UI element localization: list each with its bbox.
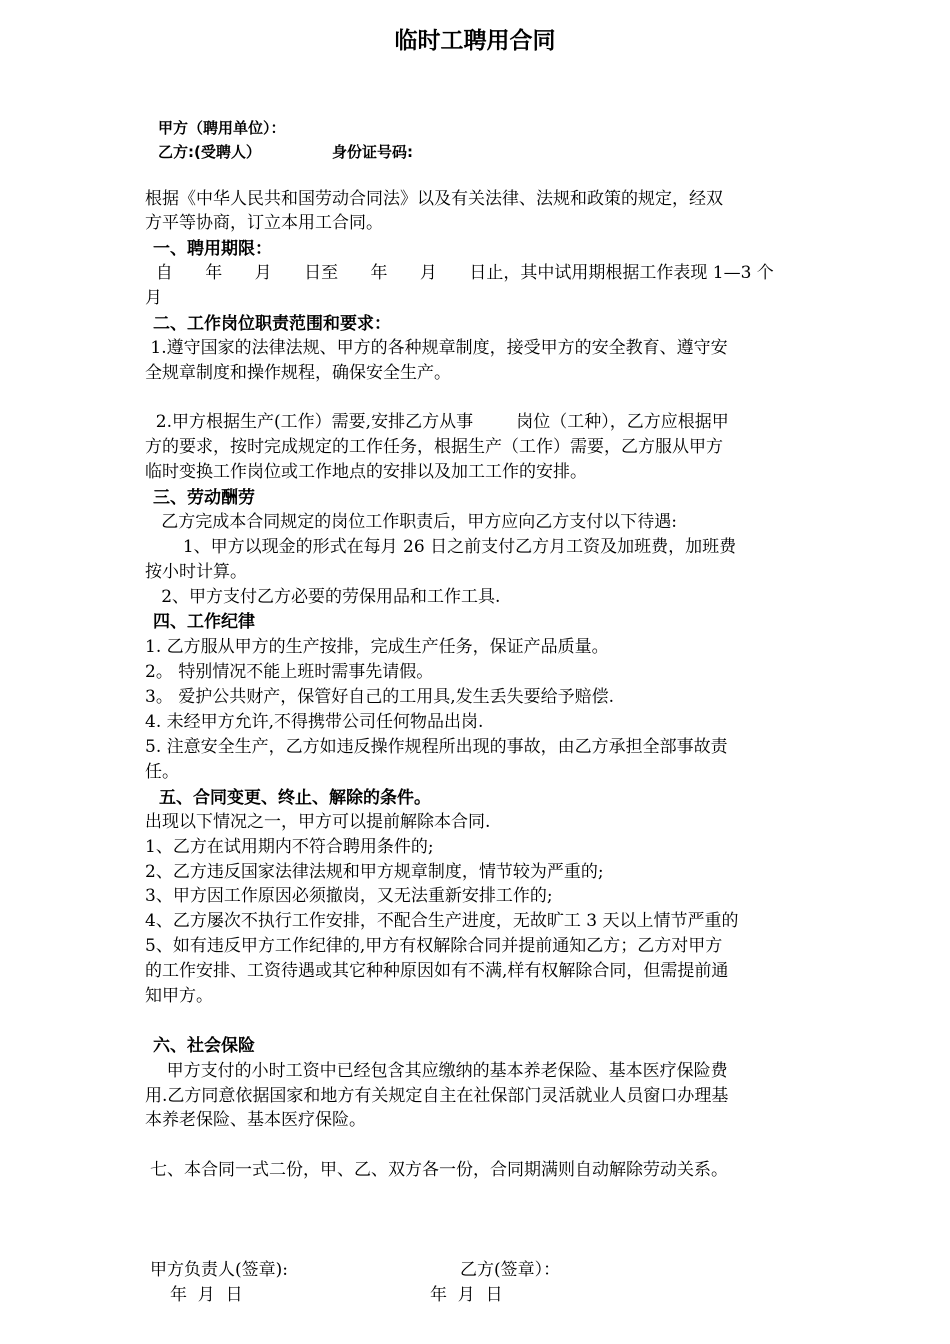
section-5-line: 知甲方。 <box>145 986 213 1006</box>
party-a-label: 甲方（聘用单位）： <box>158 119 286 137</box>
section-6-line: 本养老保险、基本医疗保险。 <box>145 1110 366 1130</box>
section-4-line: 3。 爱护公共财产，保管好自己的工用具,发生丢失要给予赔偿. <box>145 687 615 707</box>
section-3-line: 乙方完成本合同规定的岗位工作职责后，甲方应向乙方支付以下待遇: <box>145 512 677 532</box>
party-a-date: 年 月 日 <box>170 1285 243 1305</box>
intro-line: 方平等协商，订立本用工合同。 <box>145 213 383 233</box>
section-2-line: 2.甲方根据生产(工作）需要,安排乙方从事 岗位（工种），乙方应根据甲 <box>145 412 729 432</box>
section-5-line: 3、甲方因工作原因必须撤岗，又无法重新安排工作的; <box>145 886 553 906</box>
section-5-line: 4、乙方屡次不执行工作安排，不配合生产进度，无故旷工 3 天以上情节严重的 <box>145 911 739 931</box>
section-4-line: 5. 注意安全生产，乙方如违反操作规程所出现的事故，由乙方承担全部事故责 <box>145 737 728 757</box>
intro-line: 根据《中华人民共和国劳动合同法》以及有关法律、法规和政策的规定，经双 <box>145 189 723 209</box>
section-3-line: 1、甲方以现金的形式在每月 26 日之前支付乙方月工资及加班费，加班费 <box>145 537 737 557</box>
section-5-line: 2、乙方违反国家法律法规和甲方规章制度，情节较为严重的; <box>145 862 604 882</box>
party-a-signature-label: 甲方负责人(签章): <box>150 1260 288 1280</box>
section-2-line: 1.遵守国家的法律法规、甲方的各种规章制度，接受甲方的安全教育、遵守安 <box>145 338 728 358</box>
section-2-line: 方的要求，按时完成规定的工作任务，根据生产（工作）需要，乙方服从甲方 <box>145 437 723 457</box>
section-7-text: 七、本合同一式二份，甲、乙、双方各一份，合同期满则自动解除劳动关系。 <box>150 1160 728 1180</box>
section-3-line: 2、甲方支付乙方必要的劳保用品和工作工具. <box>145 587 501 607</box>
section-5-line: 出现以下情况之一，甲方可以提前解除本合同. <box>145 812 491 832</box>
section-2-heading: 二、工作岗位职责范围和要求： <box>153 314 391 334</box>
section-1-line: 月 <box>145 288 162 308</box>
section-4-line: 2。 特别情况不能上班时需事先请假。 <box>145 662 434 682</box>
party-b-date: 年 月 日 <box>430 1285 503 1305</box>
section-4-line: 1. 乙方服从甲方的生产按排，完成生产任务，保证产品质量。 <box>145 637 609 657</box>
section-2-line: 全规章制度和操作规程，确保安全生产。 <box>145 363 451 383</box>
section-5-line: 5、如有违反甲方工作纪律的,甲方有权解除合同并提前通知乙方；乙方对甲方 <box>145 936 723 956</box>
id-number-label: 身份证号码: <box>332 143 413 161</box>
section-1-heading: 一、聘用期限： <box>153 239 272 259</box>
section-3-heading: 三、劳动酬劳 <box>153 488 255 508</box>
section-6-heading: 六、社会保险 <box>153 1036 255 1056</box>
section-5-heading: 五、合同变更、终止、解除的条件。 <box>159 788 431 808</box>
section-1-line: 自 年 月 日至 年 月 日止，其中试用期根据工作表现 1—3 个 <box>145 263 774 283</box>
document-title: 临时工聘用合同 <box>394 28 556 54</box>
party-b-label: 乙方:(受聘人） <box>158 143 261 161</box>
section-6-line: 用.乙方同意依据国家和地方有关规定自主在社保部门灵活就业人员窗口办理基 <box>145 1086 729 1106</box>
section-2-line: 临时变换工作岗位或工作地点的安排以及加工工作的安排。 <box>145 462 587 482</box>
section-4-line: 任。 <box>145 762 179 782</box>
section-4-line: 4. 未经甲方允许,不得携带公司任何物品出岗. <box>145 712 484 732</box>
section-4-heading: 四、工作纪律 <box>153 612 255 632</box>
section-3-line: 按小时计算。 <box>145 562 247 582</box>
section-6-line: 甲方支付的小时工资中已经包含其应缴纳的基本养老保险、基本医疗保险费 <box>145 1061 728 1081</box>
party-b-signature-label: 乙方(签章）： <box>460 1260 561 1280</box>
section-5-line: 的工作安排、工资待遇或其它种种原因如有不满,样有权解除合同，但需提前通 <box>145 961 729 981</box>
section-5-line: 1、乙方在试用期内不符合聘用条件的; <box>145 837 434 857</box>
